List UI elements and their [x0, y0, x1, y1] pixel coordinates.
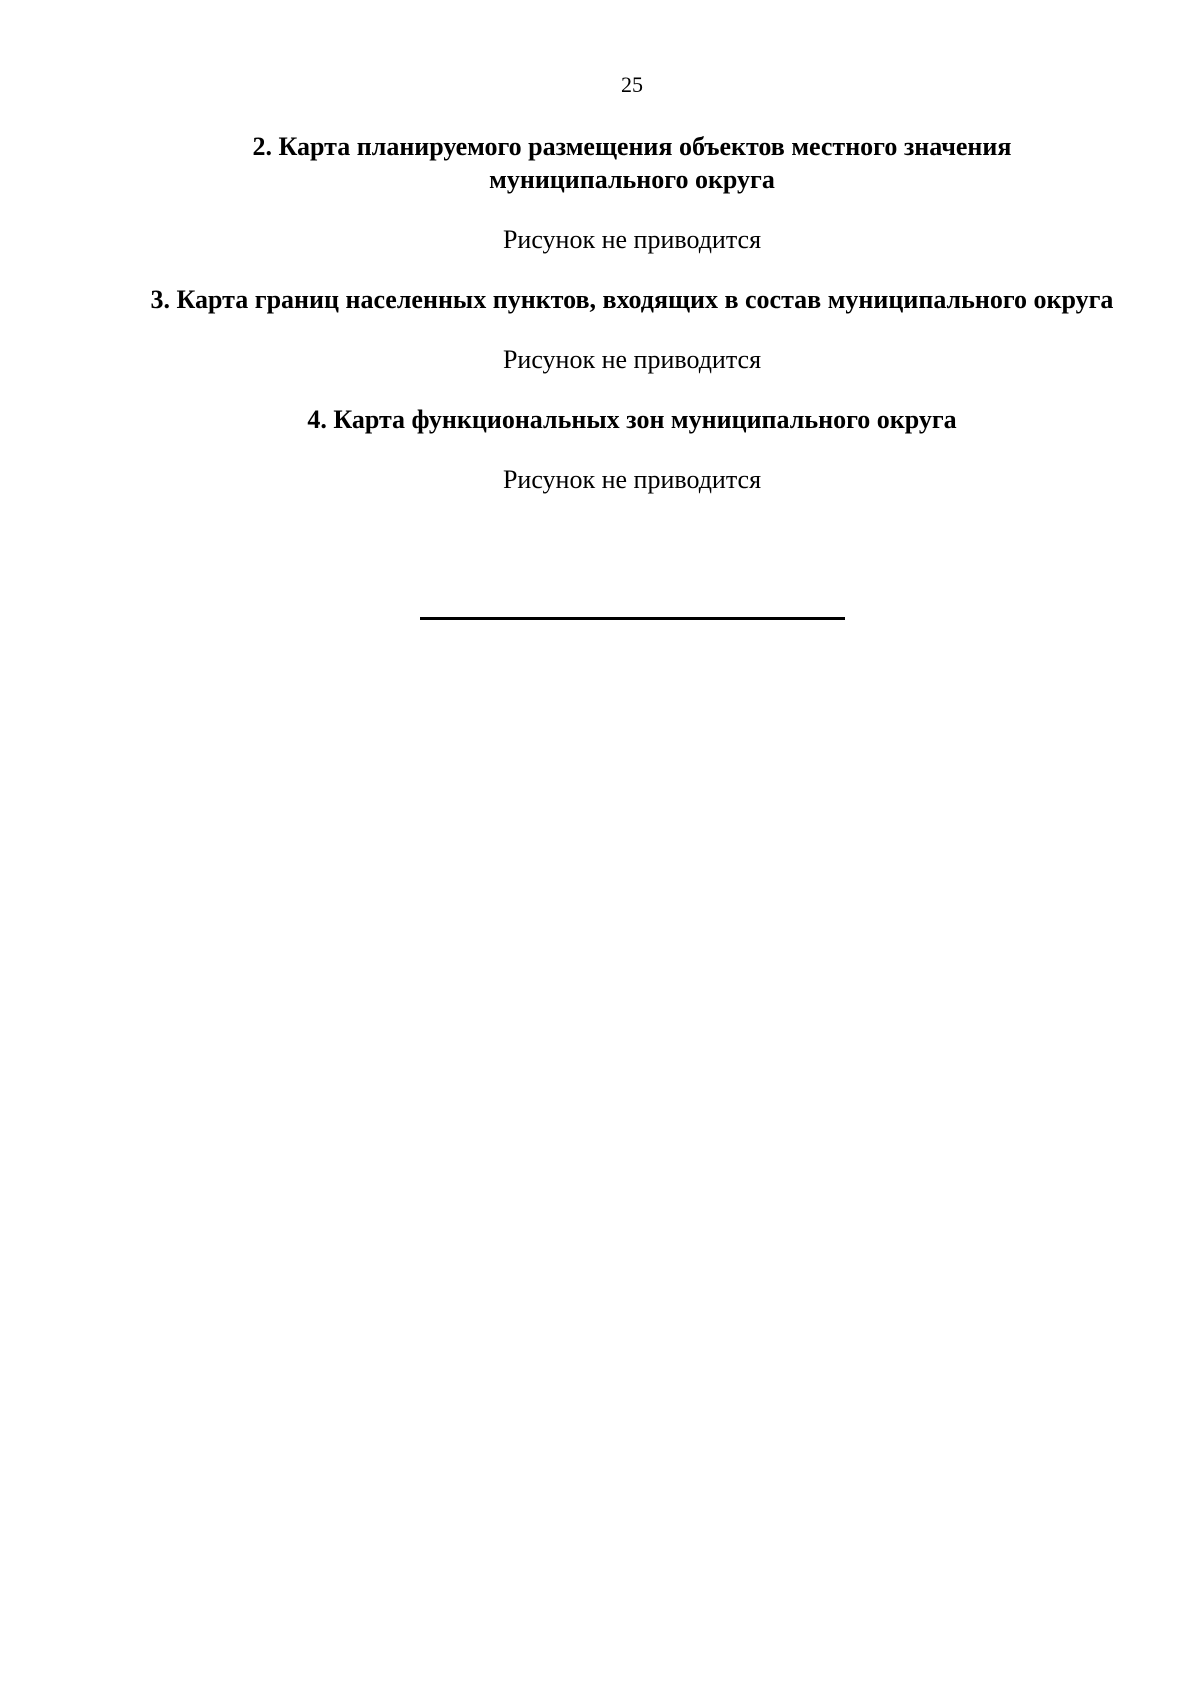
- figure-omitted-note: Рисунок не приводится: [502, 465, 762, 494]
- page-number: 25: [621, 72, 643, 97]
- section-heading-local-objects-map: 2. Карта планируемого размещения объектов местного значения муниципального округа: [252, 132, 1012, 194]
- document-body: [150, 130, 1114, 496]
- section-heading-settlement-borders-map: 3. Карта границ населенных пунктов, входящих в состав муниципального округа: [150, 285, 1114, 314]
- figure-omitted-note: Рисунок не приводится: [502, 345, 762, 374]
- section-heading-functional-zones-map: 4. Карта функциональных зон муниципального округа: [307, 405, 957, 434]
- end-of-document-rule: [420, 617, 845, 620]
- figure-omitted-note: Рисунок не приводится: [502, 225, 762, 254]
